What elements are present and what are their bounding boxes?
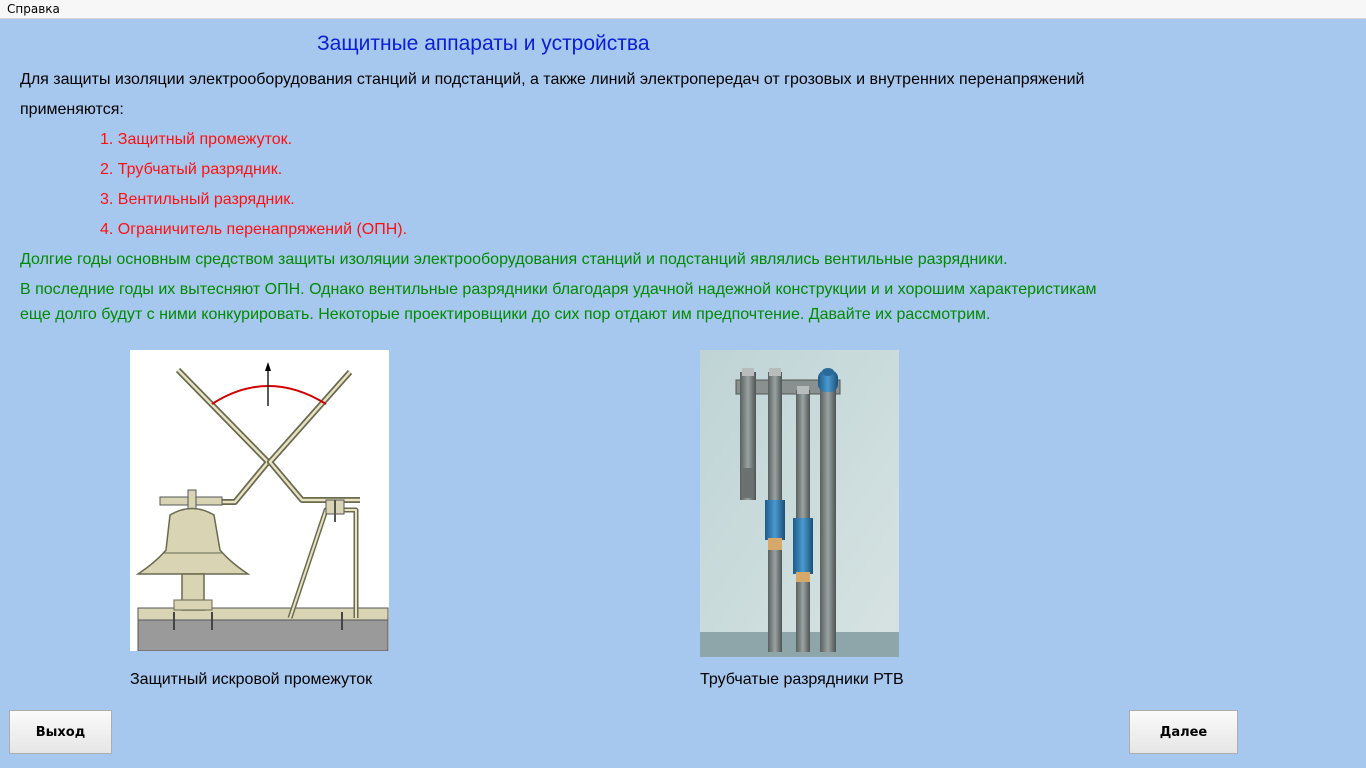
paragraph-2-line-1: В последние годы их вытесняют ОПН. Однако вентильные разрядники благодаря удачной надежной конструкции и и хорошим характеристикам [20,281,1097,298]
menu-item-help[interactable]: Справка [7,2,60,16]
intro-line-2: применяются: [20,101,124,118]
exit-button[interactable]: Выход [9,710,112,754]
tube-arresters-image [700,350,899,657]
spark-gap-image [130,350,389,651]
next-button[interactable]: Далее [1129,710,1238,754]
device-item-1: 1. Защитный промежуток. [100,131,293,148]
left-figure-caption: Защитный искровой промежуток [130,671,373,688]
page-title: Защитные аппараты и устройства [317,32,650,55]
right-figure-caption: Трубчатые разрядники РТВ [700,671,904,688]
paragraph-2-line-2: еще долго будут с ними конкурировать. Некоторые проектировщики до сих пор отдают им предпочтение. Давайте их рассмотрим. [20,306,991,323]
device-item-3: 3. Вентильный разрядник. [100,191,295,208]
device-item-4: 4. Ограничитель перенапряжений (ОПН). [100,221,408,238]
intro-line-1: Для защиты изоляции электрооборудования станций и подстанций, а также линий электропередач от грозовых и внутренних перенапряжений [20,71,1085,88]
menu-bar [0,0,1366,19]
device-item-2: 2. Трубчатый разрядник. [100,161,283,178]
paragraph-1: Долгие годы основным средством защиты изоляции электрооборудования станций и подстанций являлись вентильные разрядники. [20,251,1008,268]
